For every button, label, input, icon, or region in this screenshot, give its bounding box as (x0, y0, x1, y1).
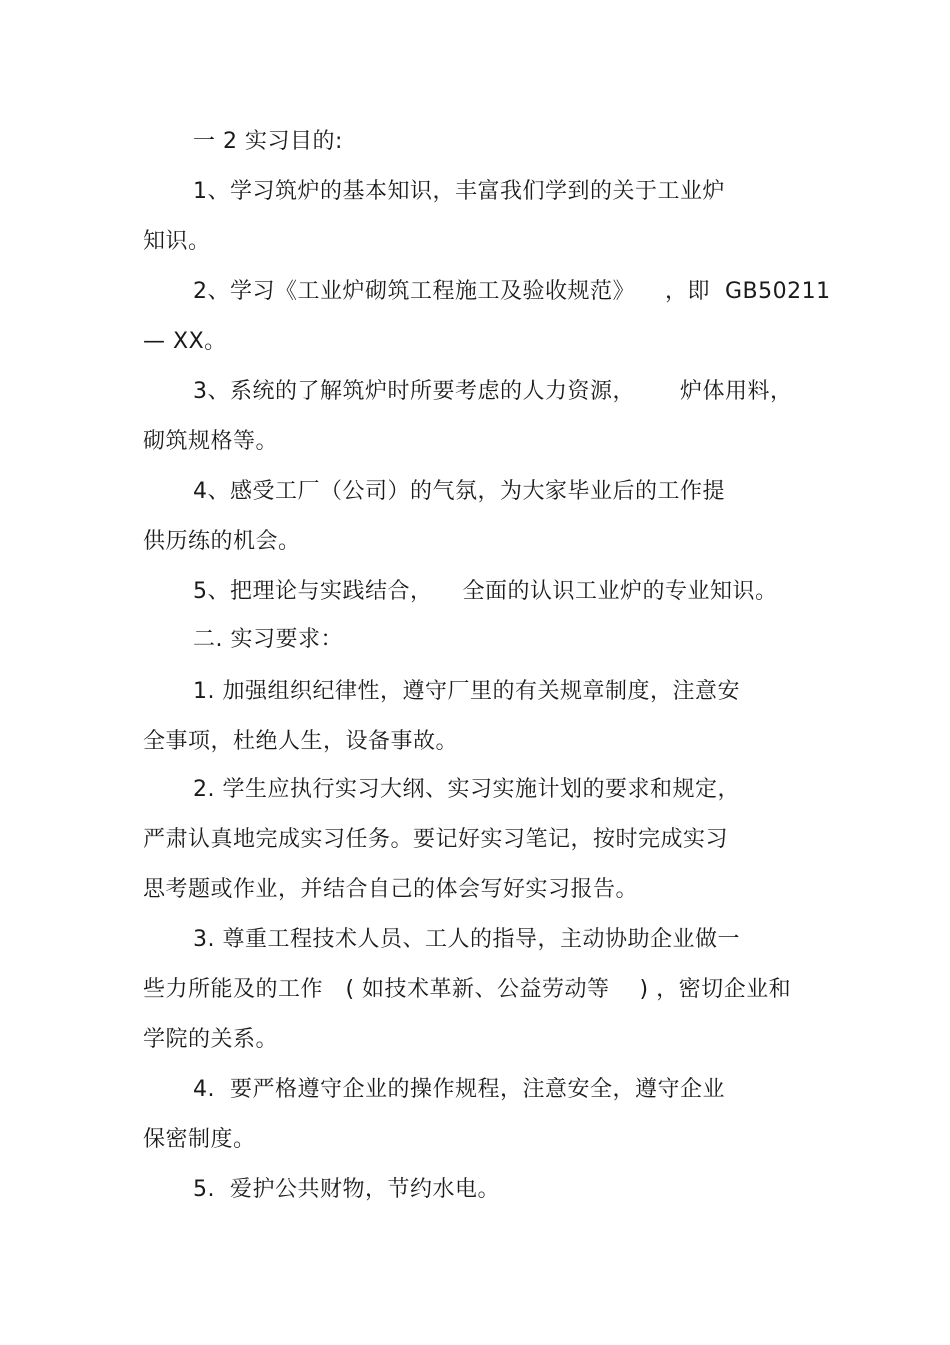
paragraph-line: 严肃认真地完成实习任务。要记好实习笔记，按时完成实习 (143, 827, 729, 852)
paragraph-line: 3、系统的了解筑炉时所要考虑的人力资源， 炉体用料， (193, 379, 793, 404)
paragraph-line: 学院的关系。 (143, 1027, 279, 1052)
paragraph-line: 4. 要严格遵守企业的操作规程，注意安全，遵守企业 (193, 1077, 725, 1102)
paragraph-line: 全事项，杜绝人生，设备事故。 (143, 729, 459, 754)
heading-practice-requirements: 二. 实习要求： (193, 627, 343, 652)
paragraph-line: 砌筑规格等。 (143, 429, 279, 454)
paragraph-line: 思考题或作业，并结合自己的体会写好实习报告。 (143, 877, 639, 902)
paragraph-line: 知识。 (143, 229, 211, 254)
paragraph-line: 4、感受工厂（公司）的气氛，为大家毕业后的工作提 (193, 479, 725, 504)
paragraph-line: 些力所能及的工作 ( 如技术革新、公益劳动等 ) ，密切企业和 (143, 977, 792, 1002)
paragraph-line: — XX。 (143, 329, 227, 354)
heading-practice-goals: 一 2 实习目的: (193, 129, 343, 154)
paragraph-line: 2、学习《工业炉砌筑工程施工及验收规范》 ，即 GB50211 (193, 279, 831, 304)
paragraph-line: 3. 尊重工程技术人员、工人的指导，主动协助企业做一 (193, 927, 740, 952)
paragraph-line: 供历练的机会。 (143, 529, 301, 554)
paragraph-line: 1、学习筑炉的基本知识，丰富我们学到的关于工业炉 (193, 179, 725, 204)
paragraph-line: 2. 学生应执行实习大纲、实习实施计划的要求和规定， (193, 777, 740, 802)
paragraph-line: 1. 加强组织纪律性，遵守厂里的有关规章制度，注意安 (193, 679, 740, 704)
paragraph-line: 5、把理论与实践结合， 全面的认识工业炉的专业知识。 (193, 579, 778, 604)
paragraph-line: 保密制度。 (143, 1127, 256, 1152)
paragraph-line: 5. 爱护公共财物，节约水电。 (193, 1177, 500, 1202)
